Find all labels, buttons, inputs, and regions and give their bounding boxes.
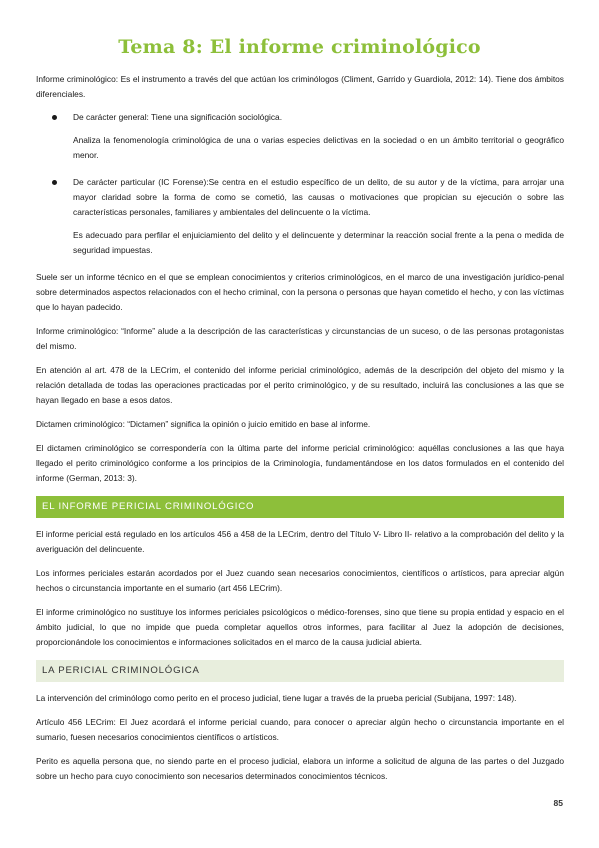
paragraph: Artículo 456 LECrim: El Juez acordará el informe pericial cuando, para conocer o apreciar algún hecho o circunstancia importante en el sumario, fuesen necesarios conocimientos científicos o artísticos.: [36, 717, 564, 742]
paragraph: Perito es aquella persona que, no siendo parte en el proceso judicial, elabora un informe a solicitud de alguna de las partes o del Juzgado sobre un hecho para cuyo conocimiento son necesarios determinados conocimientos técnicos.: [36, 756, 564, 781]
bullet-icon: [52, 115, 57, 120]
paragraph: En atención al art. 478 de la LECrim, el contenido del informe pericial criminológico, además de la descripción del objeto del mismo y la relación detallada de todas las operaciones practicadas por el perito criminológico, y de su resultado, incluirá las conclusiones a las que se hayan llegado en base a esos datos.: [36, 365, 564, 405]
bullet-subtext: Es adecuado para perfilar el enjuiciamiento del delito y el delincuente y determinar la reacción social frente a la pena o medida de seguridad impuestas.: [73, 230, 564, 255]
paragraph: El informe criminológico no sustituye los informes periciales psicológicos o médico-forenses, sino que tiene su propia entidad y espacio en el ámbito judicial, lo que no impide que pueda completar aquellos otros informes, para facilitar al Juez la adopción de decisiones, proporcionándole los conocimientos e informaciones solicitados en el marco de la causa judicial abierta.: [36, 607, 564, 647]
document-body: [36, 72, 564, 793]
bullet-icon: [52, 180, 57, 185]
paragraph: El informe pericial está regulado en los artículos 456 a 458 de la LECrim, dentro del Título V- Libro II- relativo a la comprobación del delito y la averiguación del delincuente.: [36, 529, 564, 554]
intro-paragraph: Informe criminológico: Es el instrumento a través del que actúan los criminólogos (Climent, Garrido y Guardiola, 2012: 14). Tiene dos ámbitos diferenciales.: [36, 74, 564, 99]
bullet-item: [36, 175, 564, 220]
paragraph: La intervención del criminólogo como perito en el proceso judicial, tiene lugar a través de la prueba pericial (Subijana, 1997: 148).: [36, 693, 517, 703]
page-number: 85: [553, 798, 563, 808]
paragraph: Informe criminológico: “Informe” alude a la descripción de las características y circunstancias de un suceso, o de las personas protagonistas del mismo.: [36, 326, 564, 351]
bullet-item: [36, 110, 564, 125]
paragraph: El dictamen criminológico se correspondería con la última parte del informe pericial criminológico: aquéllas conclusiones a las que haya llegado el perito criminológico conforme a los principios de la Criminología, fundamentándose en los datos formulados en el contenido del informe (German, 2013: 3).: [36, 443, 564, 483]
section-heading-informe-pericial: EL INFORME PERICIAL CRIMINOLÓGICO: [36, 496, 564, 518]
page-title: Tema 8: El informe criminológico: [118, 36, 481, 58]
paragraph: Dictamen criminológico: “Dictamen” significa la opinión o juicio emitido en base al informe.: [36, 419, 371, 429]
bullet-text: De carácter general: Tiene una significación sociológica.: [73, 112, 283, 122]
paragraph: Los informes periciales estarán acordados por el Juez cuando sean necesarios conocimientos, científicos o artísticos, para apreciar algún hechos o circunstancia importante en el sumario (art 456 LECrim).: [36, 568, 564, 593]
section-heading-pericial-criminologica: LA PERICIAL CRIMINOLÓGICA: [36, 660, 564, 682]
paragraph: Suele ser un informe técnico en el que se emplean conocimientos y criterios criminológicos, en el marco de una investigación jurídico-penal sobre determinados aspectos relacionados con el hecho criminal, con la persona o personas que hayan cometido el hecho, y con las víctimas que lo hayan padecido.: [36, 272, 564, 312]
bullet-subtext: Analiza la fenomenología criminológica de una o varias especies delictivas en la sociedad o en un ámbito territorial o geográfico menor.: [73, 135, 564, 160]
bullet-text: De carácter particular (IC Forense):Se centra en el estudio específico de un delito, de su autor y de la víctima, para arrojar una mayor claridad sobre la forma de como se cometió, las causas o motivaciones que propician su ejecución o sobre las características personales, familiares y ambientales del delincuente o la víctima.: [73, 177, 564, 217]
